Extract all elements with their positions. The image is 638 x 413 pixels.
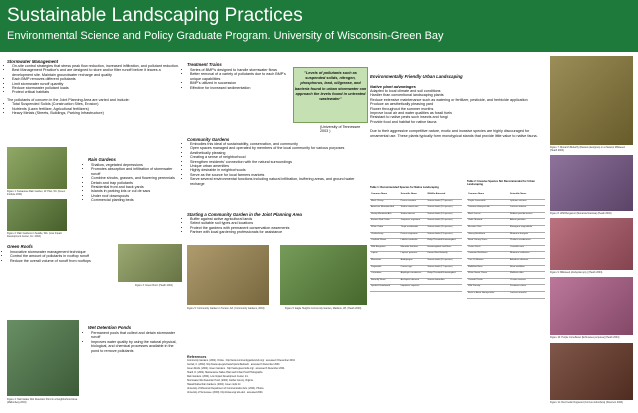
reference-item: Stormwater Wet Detention Pond. (2004). Fairfax County, Virginia. xyxy=(187,380,254,382)
list-item: • Improves water quality by using the natural physical, biological, and chemical processes available in the pond to remove pollutants xyxy=(91,340,182,353)
table-cell: Lupinus perennis xyxy=(400,252,427,259)
table-cell xyxy=(426,285,462,292)
green-roofs-heading: Green Roofs xyxy=(7,244,33,249)
table-row xyxy=(467,272,545,279)
starting-heading: Starting a Community Garden in the Joint Planning Area xyxy=(187,212,302,217)
list-item: • Commercial planting beds xyxy=(91,198,182,202)
table-cell: Chokecherry xyxy=(370,232,400,239)
pollutant-quote-box: "Levels of pollutants such as suspended solids, nitrogen, phosphorus, lead, oil/grease, and bacteria found in urban stormwater can approach the levels found in untreated wastewater" xyxy=(293,67,368,123)
list-item: • BMP's utilized in succession xyxy=(190,81,288,85)
table-cell: White Cedar xyxy=(370,225,400,232)
figure-11-caption: Figure 11: Red Cedar Dogwood (Cornus stolonifera) (Peterson 2004) xyxy=(550,401,624,404)
list-item: • Strengthen residents' connection with the natural surroundings xyxy=(190,160,367,164)
table-cell: Lonicera maackii xyxy=(509,291,545,298)
list-item: • Limit stormwater runoff quantity xyxy=(12,82,182,86)
table-cell: Juniperus virginiana xyxy=(400,219,427,226)
list-item: Provide food and habitat for native fauna xyxy=(370,119,437,124)
list-item: • Reduce stormwater pollutant loads xyxy=(12,86,182,90)
table-cell: Columbine xyxy=(370,272,400,279)
table-cell: White Sweet Clover xyxy=(467,272,509,279)
table-cell: Various birds (13 species) xyxy=(426,232,462,239)
reference-item: Rain Gardens. (2004). Low Impact Development Center, Inc. xyxy=(187,376,249,378)
table-row xyxy=(370,285,462,292)
wild-bergamot-photo xyxy=(550,155,633,211)
red-cedar-dogwood-photo xyxy=(550,343,633,400)
table-row xyxy=(467,232,545,239)
table-row xyxy=(370,252,462,259)
figure-1-caption: Figure 1: Kewaunee Rain Garden, W. Plan, WI. (Green Institute 2004) xyxy=(7,190,66,196)
table-cell: Bluestems xyxy=(370,258,400,265)
table-cell: Various birds (17 species) xyxy=(426,265,462,272)
table-row xyxy=(370,225,462,232)
list-item: • Residential front and back yards xyxy=(91,185,182,189)
table-cell: Various birds (16 species) xyxy=(426,206,462,213)
figure-8-caption: Figure 8: Wild Bergamot (Monarda fistulosa) (Heath 2004) xyxy=(550,212,612,215)
figure-3-caption: Figure 3: Green Roof. (Heath 2004) xyxy=(135,284,173,287)
table-cell: Alliaria petiolata xyxy=(509,219,545,226)
table-cell: Monarda fistulosa xyxy=(400,245,427,252)
table-cell: Various butterflies xyxy=(426,278,462,285)
list-item: Reduce extensive maintenance such as watering or fertilizer, pesticide, and herbicide application xyxy=(370,97,528,102)
stormwater-list xyxy=(7,64,182,95)
treatment-text xyxy=(185,68,288,90)
reference-item: Hawaii Native Rain Gardens. (2004). Green roofs for. xyxy=(187,384,242,386)
list-item: • Select suitable soil types and locations xyxy=(190,221,367,225)
table-cell: Rhamnus frangula xyxy=(509,232,545,239)
native-heading: Native plant advantages xyxy=(370,84,416,89)
table-cell: Purple Loosestrife xyxy=(467,199,509,206)
column-header: Wildlife Attracted xyxy=(426,193,462,199)
table-row xyxy=(370,245,462,252)
reference-item: Heath, D. (2004). Maintenance Native Plant and Urban Pond Photographs. xyxy=(187,372,264,374)
table-cell: Various birds (20 species) xyxy=(426,225,462,232)
wet-detention-text xyxy=(86,331,182,353)
rain-gardens-text xyxy=(86,163,182,203)
table-row xyxy=(467,239,545,246)
table-cell: Dogwoods xyxy=(370,265,400,272)
list-item: Produce an aesthetically pleasing yard xyxy=(370,102,434,107)
list-item: • Series of BMP's designed to handle stormwater flows xyxy=(190,68,288,72)
table-cell: Prunus virginiana xyxy=(400,232,427,239)
table-row xyxy=(370,212,462,219)
table-cell: Cardinal Flower xyxy=(370,239,400,246)
starting-list xyxy=(185,217,367,235)
table-cell: Wild Bergamot xyxy=(370,245,400,252)
table-cell: Impatiens capensis xyxy=(400,285,427,292)
table-row xyxy=(370,239,462,246)
friendly-paragraph: Due to their aggressive competitive nature, exotic and invasive species are highly discouraged for ornamental use. These plants typically form monotypical stands that provide little value to native fauna. xyxy=(370,129,538,138)
list-item: Flower throughout the summer months xyxy=(370,106,434,111)
table-row xyxy=(370,232,462,239)
rain-gardens-heading: Rain Gardens xyxy=(88,157,116,162)
list-item: • Each BMP removes different pollutants xyxy=(12,77,182,81)
table-cell: Black Locust xyxy=(467,212,509,219)
reference-item: University of Wisconsin Department of Communication Arts. (2004). Photos. xyxy=(187,388,265,390)
stormwater-text xyxy=(7,64,182,115)
table-row xyxy=(467,219,545,226)
treatment-list xyxy=(185,68,288,90)
pollutants-list xyxy=(7,102,182,115)
list-item: • Embodies this ideal of sustainability, conservation, and community xyxy=(190,142,367,146)
table-cell: Thuja occidentalis xyxy=(400,225,427,232)
table-cell: Pastinaca sativa xyxy=(509,285,545,292)
poster-subtitle: Environmental Science and Policy Graduate Program. University of Wisconsin-Green Bay xyxy=(7,30,444,42)
community-garden-photo-2 xyxy=(280,245,367,305)
table-cell: Lonicera tatarica xyxy=(509,206,545,213)
table-cell: Russian Olive xyxy=(467,225,509,232)
table-cell: Hummingbirds and Bees xyxy=(426,245,462,252)
list-item: • Shallow, vegetated depressions xyxy=(91,163,182,167)
list-item: • Innovative stormwater management technique xyxy=(10,250,113,254)
list-item: • Better removal of a variety of pollutants due to each BMP's unique capabilities xyxy=(190,72,288,81)
reference-item: Gutzeit, C. (2002). http://www.epa.gov/owow/nps/unifiedweb/ . accessed 3 December 2004. xyxy=(187,364,281,366)
list-item: • Aesthetically pleasing xyxy=(190,151,367,155)
list-item: • Heavy Metals (Streets, Buildings, Parking Infrastructure) xyxy=(12,111,182,115)
friendly-text xyxy=(370,89,545,138)
column-header: Common Name xyxy=(467,193,509,199)
list-item: Adapted to local climate and soil conditions xyxy=(370,89,441,93)
table-row xyxy=(467,252,545,259)
references-heading: References xyxy=(187,355,207,359)
list-item: • Open spaces managed and operated by members of the local community for various purposes xyxy=(190,146,367,150)
figure-6-caption: Figure 6: Eagle Heights Community Garden, Madison, WI. (Heath 2004) xyxy=(285,307,362,310)
table-cell: Elaeagnus angustifolia xyxy=(509,225,545,232)
table-2-caption: Table 2: Invasive Species Not Recommended for Urban Landscaping xyxy=(467,180,535,186)
table-cell: Coronilla varia xyxy=(509,245,545,252)
figure-9-caption: Figure 9: Milkweed (Asclepias spp.) (Heath 2004) xyxy=(550,271,603,274)
pollutants-intro: The pollutants of concern in the Joint Planning Area are varied and include: xyxy=(7,97,130,102)
table-row xyxy=(467,285,545,292)
table-cell: Tartarian Honeysuckle xyxy=(467,206,509,213)
references xyxy=(187,355,367,395)
table-row xyxy=(467,291,545,298)
column-header: Scientific Name xyxy=(400,193,427,199)
list-item: • Promotes absorption and infiltration of stormwater runoff xyxy=(91,167,182,176)
list-item: • Detain and trap pollutants xyxy=(91,181,182,185)
figure-7-caption: Figure 7: Monarch Butterfly (Danaus plexippus) on a Swamp Milkweed. (Heath 2004) xyxy=(550,146,626,152)
list-item: • Creating a sense of neighborhood xyxy=(190,155,367,159)
invasive-species-table xyxy=(467,193,545,299)
list-item: • Highly desirable in neighborhoods xyxy=(190,168,367,172)
list-item: • Reduce the overall volume of runoff from rooftops xyxy=(10,259,113,263)
table-1-caption: Table 1: Recommended Species for Native Landscaping xyxy=(370,186,439,189)
wet-detention-heading: Wet Detention Ponds xyxy=(88,325,132,330)
quote-source: (University of Tennessee 2003 ) xyxy=(320,125,361,134)
table-cell: Butterfly Weed xyxy=(370,278,400,285)
table-cell: Ruby-Throated Hummingbird xyxy=(426,239,462,246)
column-header: Scientific Name xyxy=(509,193,545,199)
table-cell: Spotted Jewelweed xyxy=(370,285,400,292)
table-cell: Ailanthus altissima xyxy=(509,258,545,265)
poster-title: Sustainable Landscaping Practices xyxy=(7,5,303,26)
community-garden-photo-1 xyxy=(187,245,269,305)
stormwater-heading: Stormwater Management xyxy=(7,59,59,64)
rain-garden-photo-2 xyxy=(7,199,67,231)
table-row xyxy=(467,258,545,265)
list-item: Resistant to native pests such insects and fungi xyxy=(370,115,448,120)
reference-item: Green Roofs. (2004). Green Gardens . http://www.greenroofs.org/ . accessed 3 December 2004. xyxy=(187,368,285,370)
community-text xyxy=(185,142,367,186)
table-row xyxy=(467,199,545,206)
table-cell: Sorbus decora xyxy=(400,212,427,219)
table-cell: Lobelia cardinalis xyxy=(400,239,427,246)
list-item: • Protect the gardens with permanent conservation easements xyxy=(190,226,367,230)
reference-item: Community Gardens. (2004). Online . http://www.communitygardenclub.org/ . accessed 3 December 2004. xyxy=(187,360,296,362)
table-cell: Rhamnus cathartica xyxy=(509,252,545,259)
table-row xyxy=(370,272,462,279)
figure-4-caption: Figure 4: Stormwater Wet Detention Pond in a Neighborhood Area. (Mallonberg 2004) xyxy=(7,398,78,404)
table-row xyxy=(370,265,462,272)
list-item: • Partner with local gardening professionals for assistance xyxy=(190,230,367,234)
table-cell: Rosa multiflora xyxy=(509,265,545,272)
wet-pond-photo xyxy=(7,320,79,396)
header-banner xyxy=(0,0,638,52)
list-item: • Permanent pools that collect and detain stormwater runoff xyxy=(91,331,182,340)
table-cell: Prunus serotina xyxy=(400,199,427,206)
coneflower-photo xyxy=(550,277,633,335)
list-item: Improve local air and water qualities as fossil fuels xyxy=(370,111,452,116)
table-cell: Cirsium arvense xyxy=(509,278,545,285)
table-cell: Garlic Mustard xyxy=(467,219,509,226)
treatment-heading: Treatment Trains xyxy=(187,62,222,67)
table-cell: Black Cherry xyxy=(370,199,400,206)
table-cell: Lupine xyxy=(370,252,400,259)
table-cell: Asclepias tuberosa xyxy=(400,278,427,285)
table-cell: Various birds (10 species) xyxy=(426,258,462,265)
figure-10-caption: Figure 10: Purple Coneflower (Echinacea purpurea) (Heath 2004) xyxy=(550,336,620,339)
table-cell: Wild Parsnip xyxy=(467,285,509,292)
table-row xyxy=(467,265,545,272)
table-cell: Showy Mountain Ash xyxy=(370,212,400,219)
list-item: • Islands in parking lots or cul de sacs xyxy=(91,189,182,193)
table-cell: Lythrum salicaria xyxy=(509,199,545,206)
table-cell: Crown Vetch xyxy=(467,245,509,252)
table-row xyxy=(370,258,462,265)
list-item: • Nutrients (Lawn fertilizer, Agricultural fertilizers) xyxy=(12,107,182,111)
table-row xyxy=(467,278,545,285)
list-item: • Unique urban amenities xyxy=(190,164,367,168)
list-item: Hardier than conventional landscaping plants xyxy=(370,93,444,98)
table-cell: Aquilegia canadensis xyxy=(400,272,427,279)
table-row xyxy=(467,225,545,232)
list-item: • Total Suspended Solids (Construction Sites, Erosion) xyxy=(12,102,182,106)
table-cell: American Mountain Ash xyxy=(370,206,400,213)
table-row xyxy=(370,199,462,206)
table-row xyxy=(467,245,545,252)
milkweed-photo xyxy=(550,218,633,270)
table-cell: Andropogon xyxy=(400,258,427,265)
table-cell: Karner Blue Butterfly xyxy=(426,252,462,259)
table-cell: Tree Of Heaven xyxy=(467,258,509,265)
list-item: • Under roof downspouts xyxy=(91,194,182,198)
reference-item: University of Tennessee. (2003). http://www.engr.utk.edu/ . accessed 2004. xyxy=(187,392,264,394)
green-roof-photo xyxy=(118,244,182,282)
table-cell: Various birds (20 species) xyxy=(426,219,462,226)
table-cell: Phalaris arundinacea xyxy=(509,239,545,246)
table-row xyxy=(467,206,545,213)
starting-text xyxy=(185,217,367,235)
list-item: • Buffer against active agricultural lands xyxy=(190,217,367,221)
list-item: • Serve as the source for local farmers markets xyxy=(190,173,367,177)
table-cell: Sorbus americana xyxy=(400,206,427,213)
table-row xyxy=(370,278,462,285)
table-cell: Various birds (27 species) xyxy=(426,199,462,206)
list-item: • Serve several environmental functions including natural infiltration, buffering areas, and ground water recharge xyxy=(190,177,367,186)
monarch-butterfly-photo xyxy=(550,56,633,145)
table-cell: Eastern Red Cedar xyxy=(370,219,400,226)
table-row xyxy=(370,219,462,226)
table-cell: Common Buckthorn xyxy=(467,252,509,259)
list-item: • On-site control strategies that stress peak flow reduction, increased infiltration, and pollutant reduction. xyxy=(12,64,182,68)
table-cell: Melilotus alba xyxy=(509,272,545,279)
list-item: • Control the amount of pollutants in rooftop runoff xyxy=(10,254,113,258)
table-row xyxy=(370,206,462,213)
community-heading: Community Gardens xyxy=(187,137,230,142)
list-item: • Effective for increased sedimentation xyxy=(190,86,288,90)
table-cell: Cornus spp. xyxy=(400,265,427,272)
table-cell: Bush or Amur Honeysuckle xyxy=(467,291,509,298)
rain-gardens-list xyxy=(86,163,182,203)
table-cell: Robinia pseudo-acacia xyxy=(509,212,545,219)
native-species-table xyxy=(370,193,462,292)
table-cell: Multiflora Rose xyxy=(467,265,509,272)
list-item: • Combine shrubs, grasses, and flowering perennials xyxy=(91,176,182,180)
rain-garden-photo-1 xyxy=(7,147,67,189)
list-item: • Protect critical habitats xyxy=(12,90,182,94)
column-header: Common Name xyxy=(370,193,400,199)
table-cell: Various birds (14 species) xyxy=(426,212,462,219)
green-roofs-text xyxy=(5,250,113,263)
table-cell: Reed Canary Grass xyxy=(467,239,509,246)
green-roofs-list xyxy=(5,250,113,263)
table-cell: Glossy Buckthorn xyxy=(467,232,509,239)
table-cell: Ruby-Throated Hummingbird xyxy=(426,272,462,279)
friendly-heading: Environmentally Friendly Urban Landscaping xyxy=(370,74,463,79)
wet-detention-list xyxy=(86,331,182,353)
figure-5-caption: Figure 5: Community Garden in Tucson, AZ. (Community Gardens, 2004) xyxy=(187,307,265,310)
list-item: • Best Management Practice's and are designed to store and/or filter runoff before it leaves a development site. Maintain groundwater recharge and quality xyxy=(12,68,182,77)
figure-2-caption: Figure 2: Rain Gardens in Seattle, WA. (Low Impact Development Center, Inc. 2004) xyxy=(7,232,62,238)
table-cell: Canada Thistle xyxy=(467,278,509,285)
community-list xyxy=(185,142,367,186)
table-row xyxy=(467,212,545,219)
